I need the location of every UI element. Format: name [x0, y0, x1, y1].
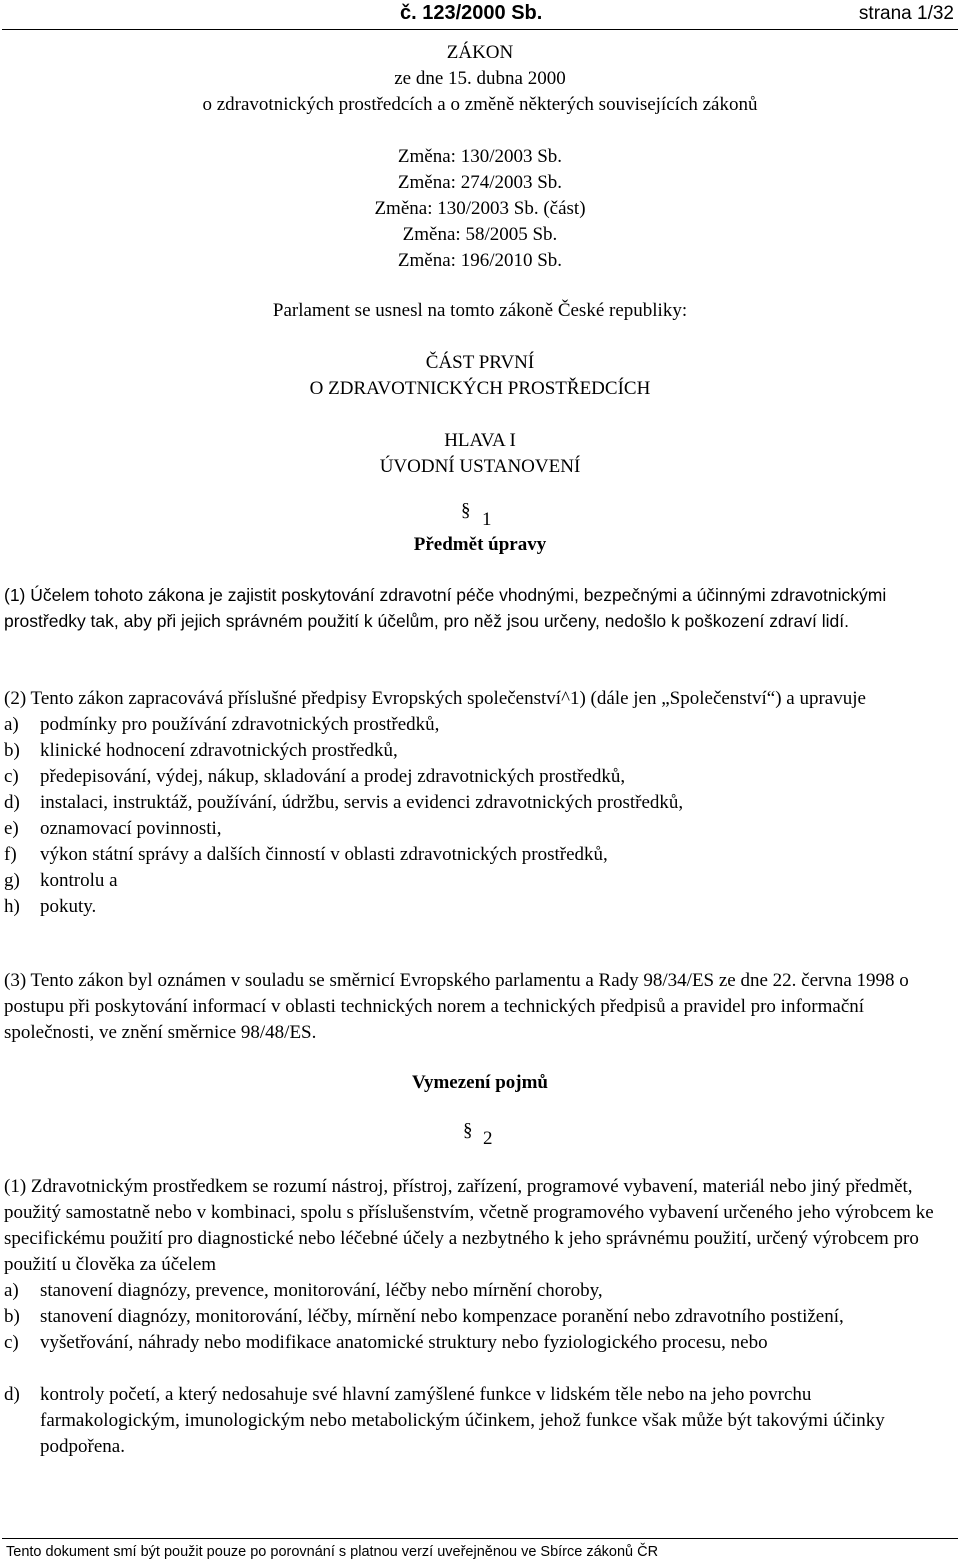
law-date: ze dne 15. dubna 2000 [394, 68, 566, 89]
part-number: ČÁST PRVNÍ [425, 352, 535, 373]
section-number: 1 [482, 509, 492, 530]
page-header [0, 0, 960, 30]
list-item: d) kontroly početí, a který nedosahuje své hlavní zamýšlené funkce v lidském těle nebo na jeho povrchu farmakologickým, imunologickým nebo metabolickým účinkem, jehož funkce však může být takovými účinky podpořena. [4, 1384, 885, 1457]
list-item: a) podmínky pro používání zdravotnických prostředků, [4, 714, 440, 735]
list-item: f) výkon státní správy a dalších činností v oblasti zdravotnických prostředků, [4, 844, 608, 865]
law-name: o zdravotnických prostředcích a o změně některých souvisejících zákonů [202, 94, 758, 115]
section-1-paragraph-1: (1) Účelem tohoto zákona je zajistit poskytování zdravotní péče vhodnými, bezpečnými a účinnými zdravotnickými prostředky tak, aby při jejich správném použití k účelům, pro něž jsou určeny, nedošlo k poškození zdraví lidí. [4, 585, 887, 631]
list-item: d) instalaci, instruktáž, používání, údržbu, servis a evidenci zdravotnických prostředků, [4, 792, 684, 813]
list-item: b) stanovení diagnózy, monitorování, léčby, mírnění nebo kompenzace poranění nebo zdravotního postižení, [4, 1306, 844, 1327]
section-2-paragraph-1 [4, 1174, 954, 1460]
law-title-block [0, 40, 960, 118]
page-footer: Tento dokument smí být použit pouze po porovnání s platnou verzí uveřejněnou ve Sbírce zákonů ČR [6, 1544, 659, 1560]
law-kind: ZÁKON [446, 42, 514, 63]
amendment-item: Změna: 130/2003 Sb. (část) [374, 198, 586, 219]
section-symbol: § [461, 500, 471, 521]
paragraph-intro: (2) Tento zákon zapracovává příslušné předpisy Evropských společenství^1) (dále jen „Společenství“) a upravuje [4, 688, 866, 709]
list-item: h) pokuty. [4, 896, 97, 917]
amendment-item: Změna: 196/2010 Sb. [397, 250, 563, 271]
list-item: c) předepisování, výdej, nákup, skladování a prodej zdravotnických prostředků, [4, 766, 626, 787]
chapter-title: ÚVODNÍ USTANOVENÍ [379, 456, 581, 477]
list-item: g) kontrolu a [4, 870, 118, 891]
list-item: c) vyšetřování, náhrady nebo modifikace anatomické struktury nebo fyziologického procesu, nebo [4, 1332, 768, 1353]
section-1-paragraph-3: (3) Tento zákon byl oznámen v souladu se směrnicí Evropského parlamentu a Rady 98/34/ES ze dne 22. června 1998 o postupu při poskytování informací v oblasti technických norem a technických předpisů a pravidel pro informační společnosti, ve znění směrnice 98/48/ES. [4, 970, 909, 1043]
list-item: a) stanovení diagnózy, prevence, monitorování, léčby nebo mírnění choroby, [4, 1280, 603, 1301]
chapter-number: HLAVA I [444, 430, 516, 451]
part-heading [0, 350, 960, 402]
section-symbol: § [463, 1120, 473, 1141]
preamble: Parlament se usnesl na tomto zákoně České republiky: [272, 300, 688, 321]
page-number: strana 1/32 [858, 3, 954, 24]
list-item: b) klinické hodnocení zdravotnických prostředků, [4, 740, 398, 761]
footer-divider [2, 1538, 958, 1539]
section-2-heading: Vymezení pojmů [412, 1072, 548, 1093]
paragraph-intro: (1) Zdravotnickým prostředkem se rozumí nástroj, přístroj, zařízení, programové vybavení, materiál nebo jiný předmět, použitý samostatně nebo v kombinaci, spolu s příslušenstvím, včetně programového vybavení určeného jeho výrobcem ke specifickému použití pro diagnostické nebo léčebné účely a nezbytného k jeho správnému použití, určený výrobcem pro použití u člověka za účelem [4, 1176, 934, 1275]
chapter-heading [0, 428, 960, 480]
header-divider [2, 29, 958, 30]
document-number: č. 123/2000 Sb. [400, 2, 543, 24]
section-1-paragraph-2 [4, 686, 954, 920]
section-1-heading: Předmět úpravy [413, 534, 547, 555]
amendment-item: Změna: 58/2005 Sb. [402, 224, 558, 245]
list-item: e) oznamovací povinnosti, [4, 818, 222, 839]
amendment-item: Změna: 274/2003 Sb. [397, 172, 563, 193]
amendments-list [0, 144, 960, 274]
section-number: 2 [483, 1128, 493, 1149]
part-title: O ZDRAVOTNICKÝCH PROSTŘEDCÍCH [309, 378, 651, 399]
amendment-item: Změna: 130/2003 Sb. [397, 146, 563, 167]
